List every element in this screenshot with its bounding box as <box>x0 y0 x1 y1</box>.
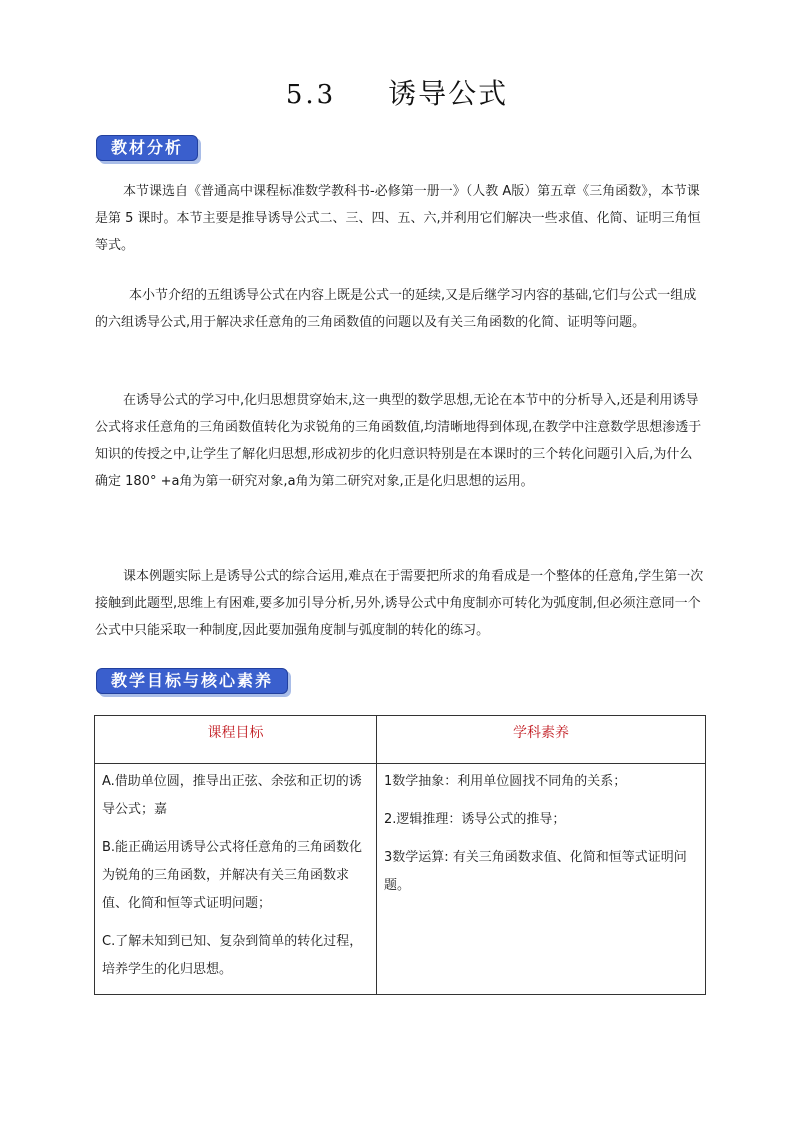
literacy-item-2: 2.逻辑推理：诱导公式的推导； <box>384 812 566 827</box>
literacy-cell <box>377 764 706 995</box>
course-goal-c: C.了解未知到已知、复杂到简单的转化过程，培养学生的化归思想。 <box>102 934 363 977</box>
paragraph-4: 课本例题实际上是诱导公式的综合运用,难点在于需要把所求的角看成是一个整体的任意角,学生第一次接触到此题型,思维上有困难,要多加引导分析,另外,诱导公式中角度制亦可转化为弧度制,但必须注意同一个公式中只能采取一种制度,因此要加强角度制与弧度制的转化的练习。 <box>95 569 704 638</box>
section-heading-teaching-goals: 教学目标与核心素养 <box>96 668 288 694</box>
header-subject-literacy: 学科素养 <box>377 716 706 764</box>
course-goal-b: B.能正确运用诱导公式将任意角的三角函数化为锐角的三角函数，并解决有关三角函数求值、化简和恒等式证明问题； <box>102 840 363 911</box>
title-number: 5.3 <box>285 80 337 110</box>
title-text: 诱导公式 <box>388 77 509 110</box>
literacy-item-1: 1数学抽象：利用单位圆找不同角的关系； <box>384 774 627 789</box>
goals-table-header-row <box>95 716 706 764</box>
header-course-goals: 课程目标 <box>95 716 377 764</box>
paragraph-1: 本节课选自《普通高中课程标准数学教科书-必修第一册一》（人教 A版）第五章《三角函数》，本节课是第 5 课时。本节主要是推导诱导公式二、三、四、五、六,并利用它们解决一些求值、化简、证明三角恒等式。 <box>95 184 701 253</box>
course-goals-cell <box>95 764 377 995</box>
course-goal-a: A.借助单位圆，推导出正弦、余弦和正切的诱导公式；嘉 <box>102 774 362 817</box>
goals-table <box>94 715 706 995</box>
paragraph-3: 在诱导公式的学习中,化归思想贯穿始末,这一典型的数学思想,无论在本节中的分析导入,还是利用诱导公式将求任意角的三角函数值转化为求锐角的三角函数值,均清晰地得到体现,在教学中注意数学思想渗透于知识的传授之中,让学生了解化归思想,形成初步的化归意识特别是在本课时的三个转化问题引入后,为什么确定 180° +a角为第一研究对象,a角为第二研究对象,正是化归思想的运用。 <box>95 393 702 489</box>
page-title <box>0 72 794 112</box>
section-heading-textbook-analysis: 教材分析 <box>96 135 198 161</box>
goals-table-body-row <box>95 764 706 995</box>
literacy-item-3: 3数学运算: 有关三角函数求值、化简和恒等式证明问题。 <box>384 850 687 893</box>
paragraph-2: 本小节介绍的五组诱导公式在内容上既是公式一的延续,又是后继学习内容的基础,它们与公式一组成的六组诱导公式,用于解决求任意角的三角函数值的问题以及有关三角函数的化简、证明等问题。 <box>95 288 697 330</box>
